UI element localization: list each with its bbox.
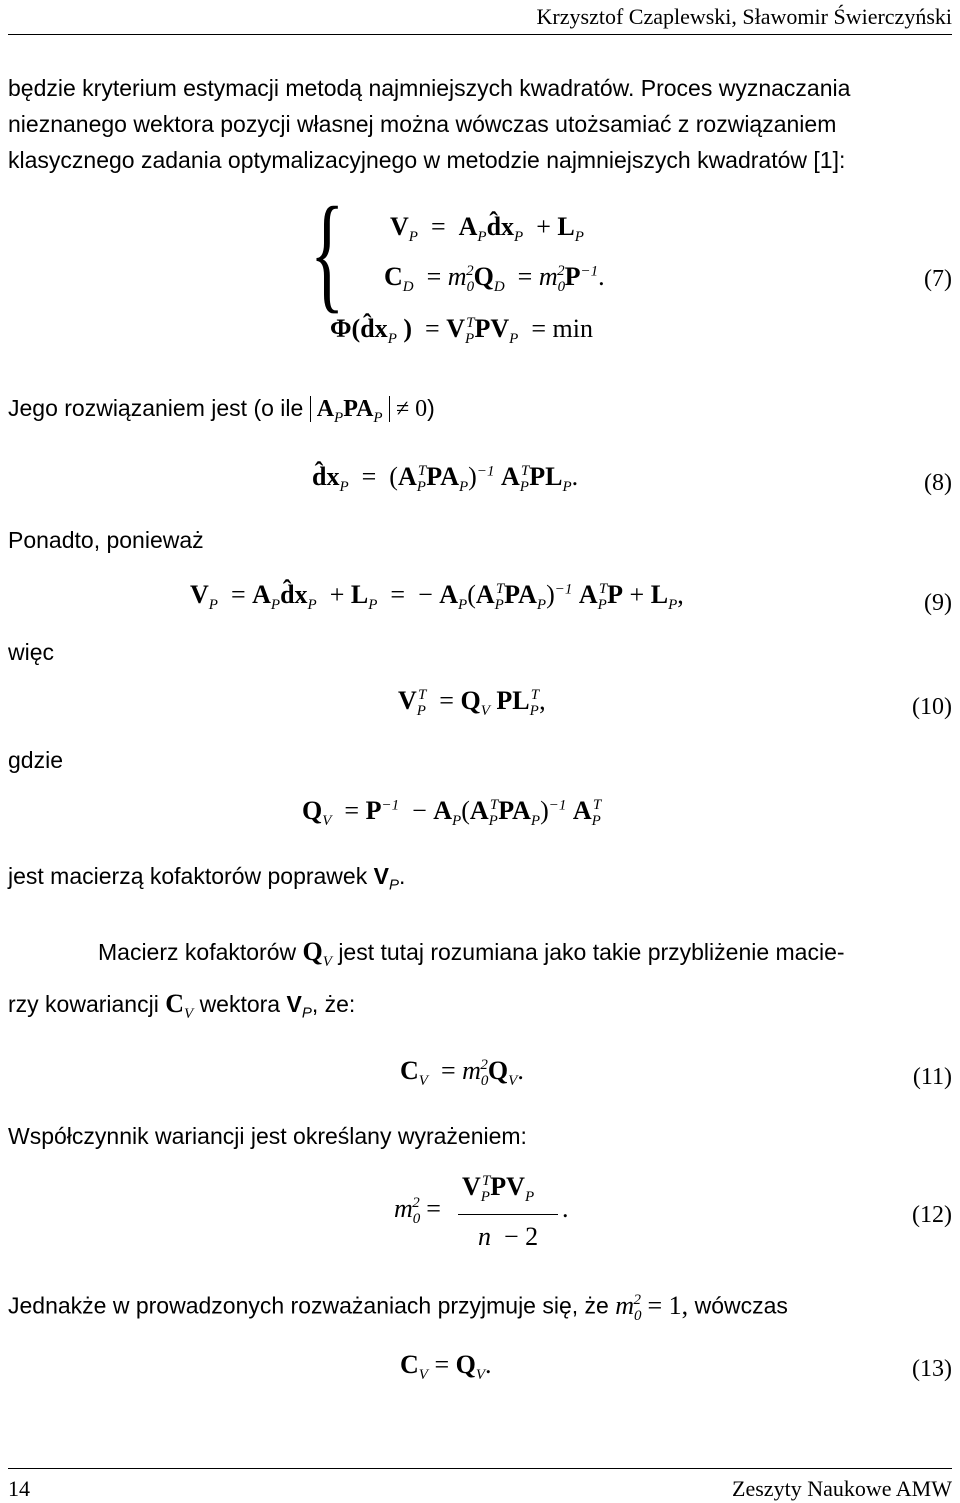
equation-7-line3: $\Phi(d̂x_P$ ) = $V_P^TPV_P = \min$ bbox=[330, 314, 593, 348]
equation-13: $C_V = Q_V$. bbox=[400, 1350, 492, 1384]
page-number: 14 bbox=[8, 1476, 30, 1501]
equation-number-11: (11) bbox=[912, 1064, 952, 1090]
text-jednakze: Jednakże w prowadzonych rozważaniach przyjmuje się, że $m_0^2 = 1$, wówczas bbox=[8, 1290, 788, 1324]
equation-number-12: (12) bbox=[912, 1202, 952, 1228]
equation-7-line1: $V_P$ = $A_Pd̂x_P + L_P$ bbox=[390, 212, 584, 246]
text-jego-close: ) bbox=[427, 395, 435, 421]
journal-name: Zeszyty Naukowe AMW bbox=[732, 1476, 952, 1501]
footer-rule bbox=[8, 1468, 952, 1469]
equation-number-10: (10) bbox=[912, 694, 952, 720]
text-line: będzie kryterium estymacji metodą najmniejszych kwadratów. Proces wyznaczania bbox=[8, 75, 851, 101]
equation-11: $C_V = m_0^2Q_V$. bbox=[400, 1056, 524, 1090]
equation-10: $V_P^T = Q_V$ $PL_P^T$, bbox=[398, 686, 546, 720]
text-line: klasycznego zadania optymalizacyjnego w metodzie najmniejszych kwadratów [1]: bbox=[8, 147, 846, 173]
text-gdzie: gdzie bbox=[8, 747, 63, 773]
running-header: Krzysztof Czaplewski, Sławomir Świerczyński bbox=[536, 4, 952, 29]
equation-12-lhs: $m_0^2$ = bbox=[394, 1194, 441, 1228]
equation-9: $V_P$ = $A_Pd̂x_P + L_P$ = − $A_P(A_P^TPA_P)^{-1}$ $A_P^TP + L_P$, bbox=[190, 580, 684, 614]
equation-8: $d̂x_P = (A_P^TPA_P)^{-1}$ $A_P^TPL_P$. bbox=[312, 462, 579, 496]
equation-number-13: (13) bbox=[912, 1356, 952, 1382]
equation-12-denominator: n − 2 bbox=[478, 1222, 539, 1251]
text-line: nieznanego wektora pozycji własnej można wówczas utożsamiać z rozwiązaniem bbox=[8, 111, 837, 137]
text-wspolczynnik: Współczynnik wariancji jest określany wyrażeniem: bbox=[8, 1123, 527, 1149]
text-jego-label: Jego rozwiązaniem jest (o ile bbox=[8, 395, 304, 421]
determinant: $A_PPA_P$ bbox=[310, 396, 390, 422]
fraction-line bbox=[458, 1214, 558, 1215]
equation-qv: $Q_V = P^{-1} - A_P(A_P^TPA_P)^{-1}$ $A_P^T$ bbox=[302, 796, 602, 830]
text-ponadto: Ponadto, ponieważ bbox=[8, 527, 204, 553]
equation-7-line2: $C_D = m_0^2Q_D = m_0^2P^{-1}$. bbox=[384, 262, 605, 296]
header-rule bbox=[8, 34, 952, 35]
paragraph-1 bbox=[8, 70, 952, 178]
text-jego: Jego rozwiązaniem jest (o ile $A_PPA_P \ne 0$) bbox=[8, 395, 435, 426]
text-macierz: Macierz kofaktorów $Q_V$ jest tutaj rozumiana jako takie przybliżenie macie- bbox=[98, 937, 845, 971]
text-jest-macierza: jest macierzą kofaktorów poprawek $V_P$. bbox=[8, 863, 406, 894]
text-rzy: rzy kowariancji $C_V$ wektora $V_P$, że: bbox=[8, 989, 356, 1023]
equation-brace: { bbox=[310, 181, 345, 325]
equation-12-numerator: $V_P^TPV_P$ bbox=[462, 1172, 535, 1206]
equation-number-9: (9) bbox=[924, 590, 952, 616]
equation-number-7: (7) bbox=[924, 266, 952, 292]
equation-number-8: (8) bbox=[924, 470, 952, 496]
text-wiec: więc bbox=[8, 639, 55, 665]
